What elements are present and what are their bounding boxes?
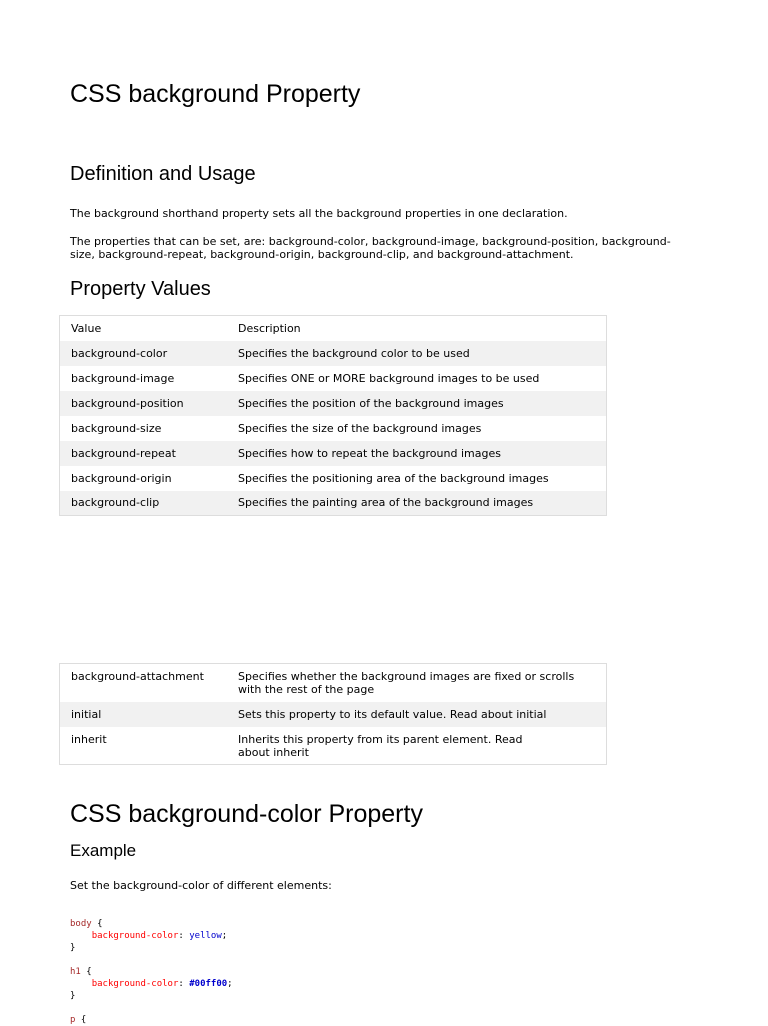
- definition-heading: Definition and Usage: [70, 163, 256, 185]
- table-cell-description: [227, 727, 607, 765]
- table-cell-description: Specifies how to repeat the background images: [238, 446, 501, 460]
- code-brace: {: [75, 1015, 87, 1025]
- definition-paragraph-2: [70, 235, 700, 261]
- definition-paragraph-2-line-1: The properties that can be set, are: background-color, background-image, background-position, background-: [70, 235, 671, 248]
- table-cell-description: Specifies the position of the background images: [238, 396, 504, 410]
- table-cell-value: initial: [71, 707, 102, 721]
- table-cell-value: background-color: [71, 346, 168, 360]
- code-semicolon: ;: [227, 979, 233, 989]
- code-colon: :: [178, 931, 184, 941]
- property-values-table: [59, 315, 607, 516]
- code-selector: p: [70, 1015, 76, 1025]
- code-selector: body: [70, 919, 92, 929]
- description-line-2: with the rest of the page: [238, 683, 375, 696]
- description-line-2: about inherit: [238, 745, 309, 759]
- code-value: yellow: [189, 931, 222, 941]
- code-selector: h1: [70, 967, 81, 977]
- code-example: [70, 918, 233, 1026]
- table-cell-description: Specifies ONE or MORE background images to be used: [238, 371, 540, 385]
- page-title: CSS background Property: [70, 80, 361, 108]
- code-semicolon: ;: [221, 931, 228, 941]
- table-cell-description: Specifies the painting area of the background images: [238, 496, 534, 510]
- table-cell-description: Specifies the positioning area of the background images: [238, 471, 549, 485]
- description-line-1: Inherits this property from its parent element. Read: [238, 732, 523, 746]
- table-row: [60, 491, 607, 516]
- table-cell-value: background-attachment: [71, 670, 204, 683]
- property-values-table-continued: [59, 663, 607, 765]
- example-text: Set the background-color of different elements:: [70, 879, 332, 892]
- code-brace: {: [80, 967, 92, 977]
- table-cell-value: background-size: [71, 421, 162, 435]
- background-color-title: CSS background-color Property: [70, 800, 423, 828]
- table-row: [60, 391, 607, 416]
- table-row: [60, 441, 607, 466]
- table-cell-description: Sets this property to its default value. Read about initial: [238, 707, 547, 721]
- table-row: [60, 702, 607, 727]
- table-row: [60, 366, 607, 391]
- table-row: [60, 341, 607, 366]
- property-values-heading: Property Values: [70, 278, 211, 300]
- table-row: [60, 727, 607, 765]
- code-property: background-color: [91, 979, 179, 989]
- code-brace: }: [70, 943, 76, 953]
- table-cell-value: background-origin: [71, 471, 172, 485]
- table-cell-value: background-clip: [71, 496, 160, 510]
- code-brace: {: [91, 919, 103, 929]
- table-cell-value: background-image: [71, 371, 175, 385]
- table-cell-value: inherit: [71, 732, 107, 746]
- table-header-row: [60, 316, 607, 341]
- code-value: #00ff00: [189, 979, 228, 989]
- header-value: Value: [71, 321, 102, 335]
- table-cell-value: background-position: [71, 396, 184, 410]
- table-cell-description: [227, 664, 607, 702]
- definition-paragraph-1: The background shorthand property sets all the background properties in one declaration.: [70, 207, 568, 220]
- table-row: [60, 466, 607, 491]
- example-heading: Example: [70, 841, 137, 860]
- table-cell-description: Specifies the background color to be used: [238, 346, 470, 360]
- definition-paragraph-2-line-2: size, background-repeat, background-origin, background-clip, and background-attachment.: [70, 248, 574, 261]
- table-cell-value: background-repeat: [71, 446, 176, 460]
- header-description: Description: [238, 321, 301, 335]
- code-colon: :: [178, 979, 184, 989]
- table-row: [60, 416, 607, 441]
- table-row: [60, 664, 607, 702]
- table-cell-description: Specifies the size of the background images: [238, 421, 482, 435]
- code-brace: }: [70, 991, 76, 1001]
- code-property: background-color: [91, 931, 179, 941]
- description-line-1: Specifies whether the background images are fixed or scrolls: [238, 670, 575, 683]
